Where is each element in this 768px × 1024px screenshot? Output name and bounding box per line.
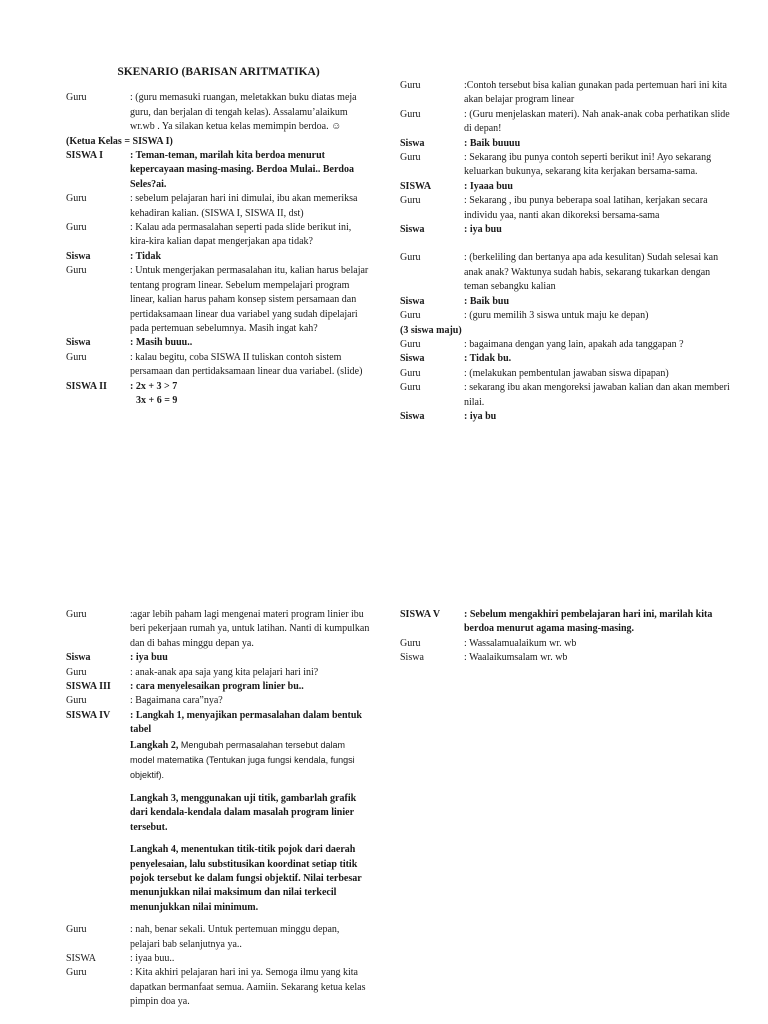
dialogue-line <box>66 91 371 134</box>
dialogue-line <box>400 381 735 410</box>
dialogue-line <box>400 651 735 665</box>
speech-text <box>130 952 371 966</box>
speech-text-main: : (guru memasuki ruangan, meletakkan buku diatas meja guru, dan berjalan di tengah kelas). Assalamu’alaikum wr.wb . Ya silakan ketua kelas memimpin berdoa. ☺ <box>130 92 357 133</box>
speech-text <box>130 380 371 409</box>
speech-text <box>130 709 371 738</box>
speech-text-main: : Baik buu <box>464 295 510 307</box>
speech-text-main: : Bagaimana cara”nya? <box>130 695 223 707</box>
dialogue-line <box>66 351 371 380</box>
speech-text-main: : Teman-teman, marilah kita berdoa menurut kepercayaan masing-masing. Berdoa Mulai.. Berdoa Seles?ai. <box>130 150 354 190</box>
speech-text <box>464 295 735 309</box>
speech-text-main: : Tidak bu. <box>464 353 512 365</box>
dialogue-line <box>66 336 371 350</box>
speech-text <box>464 137 735 151</box>
speaker-label: SISWA <box>400 180 432 192</box>
dialogue-line <box>66 694 371 708</box>
speaker-label: Siswa <box>400 353 425 365</box>
speech-text-main: : cara menyelesaikan program linier bu.. <box>130 681 304 693</box>
step-2 <box>130 738 371 784</box>
dialogue-line <box>66 221 371 250</box>
speech-text <box>464 381 735 410</box>
speech-text-main: : iya buu <box>464 224 502 236</box>
speaker-label: Guru <box>66 967 87 979</box>
speech-text-main: : iya bu <box>464 410 497 422</box>
speech-text <box>464 180 735 194</box>
speech-text <box>130 336 371 350</box>
speech-text-main: : (berkeliling dan bertanya apa ada kesulitan) Sudah selesai kan anak anak? Waktunya sudah habis, sekarang tukarkan dengan teman sebangku kalian <box>464 252 719 293</box>
speaker-label: Guru <box>400 108 421 120</box>
speech-text-main: : Sekarang , ibu punya beberapa soal latihan, kerjakan secara individu yaa, nanti akan dikoreksi bersama-sama <box>464 195 708 221</box>
column-bottom-right <box>400 608 735 666</box>
steps-block <box>130 738 371 923</box>
speaker-label: Guru <box>66 222 87 234</box>
speech-text-main: : Waalaikumsalam wr. wb <box>464 652 568 664</box>
speech-text-main: : sekarang ibu akan mengoreksi jawaban kalian dan akan memberi nilai. <box>464 382 730 408</box>
dialogue-line <box>400 352 735 366</box>
speech-text-main: :Contoh tersebut bisa kalian gunakan pada pertemuan hari ini kita akan belajar program linear <box>464 80 727 106</box>
speaker-label: Guru <box>66 695 87 707</box>
speech-text <box>464 151 735 180</box>
speech-text-main: : (melakukan pembentulan jawaban siswa dipapan) <box>464 367 669 379</box>
column-top-right <box>400 79 735 424</box>
dialogue-line <box>400 79 735 108</box>
dialogue-line <box>400 309 735 323</box>
speaker-label: Guru <box>66 265 87 277</box>
speech-text <box>464 352 735 366</box>
speech-text-main: : Baik buuuu <box>464 137 521 149</box>
speaker-label: Siswa <box>66 652 91 664</box>
speech-text <box>464 338 735 352</box>
speech-text <box>464 637 735 651</box>
speech-text-main: : Masih buuu.. <box>130 337 193 349</box>
dialogue-line <box>66 608 371 651</box>
dialogue-line <box>400 637 735 651</box>
speaker-label: Guru <box>66 193 87 205</box>
speaker-label: Guru <box>66 609 87 620</box>
speech-text <box>130 250 371 264</box>
speech-text <box>464 608 735 637</box>
speaker-label: Guru <box>400 367 421 379</box>
speech-text-main: : Iyaaa buu <box>464 180 513 192</box>
dialogue-list <box>66 91 371 408</box>
speaker-label: Guru <box>66 92 87 104</box>
speaker-label: SISWA IV <box>66 709 111 721</box>
dialogue-line <box>66 380 371 409</box>
speaker-label: Guru <box>400 80 421 91</box>
dialogue-line <box>400 410 735 424</box>
step-3: Langkah 3, menggunakan uji titik, gambarlah grafik dari kendala-kendala dalam masalah program linier tersebut. <box>130 792 357 833</box>
dialogue-line <box>66 651 371 665</box>
dialogue-list <box>66 923 371 1009</box>
speech-text <box>130 264 371 336</box>
speech-text-main: : Langkah 1, menyajikan permasalahan dalam bentuk tabel <box>130 709 362 736</box>
dialogue-line <box>66 264 371 336</box>
dialogue-line <box>400 608 735 637</box>
dialogue-line <box>400 151 735 180</box>
speech-text <box>130 966 371 1009</box>
column-bottom-left <box>66 608 371 1010</box>
dialogue-line <box>400 338 735 352</box>
dialogue-line <box>400 295 735 309</box>
speaker-label: Guru <box>400 338 421 350</box>
speaker-label: Siswa <box>400 652 424 664</box>
speech-text-main: : Untuk mengerjakan permasalahan itu, kalian harus belajar tentang program linear. Sebelum mempelajari program linear, kalian harus paham konsep sistem persamaan dan pertidaksamaan linear dua variabel yang sudah dipelajari pada pertemuan sebelumnya. Masih ingat kah? <box>130 265 369 334</box>
speech-text-main: : nah, benar sekali. Untuk pertemuan minggu depan, pelajari bab selanjutnya ya.. <box>130 924 340 950</box>
speech-text <box>464 223 735 237</box>
speech-text <box>464 79 735 108</box>
speaker-label: Siswa <box>66 337 91 349</box>
dialogue-list <box>400 608 735 666</box>
speech-text <box>464 309 735 323</box>
speaker-label: SISWA II <box>66 380 107 392</box>
speech-text-main: : Kita akhiri pelajaran hari ini ya. Semoga ilmu yang kita dapatkan bermanfaat semua. Aamiin. Sekarang ketua kelas pimpin doa ya. <box>130 967 366 1008</box>
speech-text-main: : Kalau ada permasalahan seperti pada slide berikut ini, kira-kira kalian dapat mengerjakan apa tidak? <box>130 222 352 248</box>
speech-text <box>464 651 735 665</box>
step-4: Langkah 4, menentukan titik-titik pojok dari daerah penyelesaian, lalu substitusikan koordinat setiap titik pojok tersebut ke dalam fungsi objektif. Nilai terbesar menunjukkan nilai maksimum dan nilai terkecil menunjukkan nilai minimum. <box>130 844 362 913</box>
dialogue-line <box>66 149 371 192</box>
speech-text <box>130 666 371 680</box>
dialogue-list <box>66 608 371 738</box>
speech-text <box>464 367 735 381</box>
speech-text <box>130 192 371 221</box>
speech-text-main: : Tidak <box>130 250 162 262</box>
dialogue-line <box>66 966 371 1009</box>
speaker-label: SISWA <box>66 952 97 964</box>
dialogue-line <box>400 137 735 151</box>
speech-text <box>464 108 735 137</box>
step-2-text: Mengubah permasalahan tersebut dalam model matematika (Tentukan juga fungsi kendala, fungsi objektif). <box>130 739 355 781</box>
speech-text-main: : anak-anak apa saja yang kita pelajari hari ini? <box>130 666 319 678</box>
stage-direction: (3 siswa maju) <box>400 324 462 336</box>
speaker-label: Guru <box>400 252 421 264</box>
dialogue-line <box>400 180 735 194</box>
speech-text <box>130 923 371 952</box>
speaker-label: Guru <box>400 152 421 164</box>
speech-text <box>464 251 735 294</box>
speaker-label: Siswa <box>400 410 425 422</box>
speech-text-main: : sebelum pelajaran hari ini dimulai, ibu akan memeriksa kehadiran kalian. (SISWA I, SISWA II, dst) <box>130 193 358 219</box>
speech-text <box>130 351 371 380</box>
dialogue-line <box>400 194 735 223</box>
dialogue-line <box>66 952 371 966</box>
speaker-label: Guru <box>400 382 421 394</box>
dialogue-line <box>66 709 371 738</box>
speaker-label: Guru <box>66 924 87 936</box>
dialogue-line <box>66 666 371 680</box>
dialogue-line <box>66 680 371 694</box>
speaker-label: Siswa <box>400 224 425 236</box>
speech-text-main: : (Guru menjelaskan materi). Nah anak-anak coba perhatikan slide di depan! <box>464 108 730 135</box>
speech-text <box>130 149 371 192</box>
speech-text-main: : Sebelum mengakhiri pembelajaran hari ini, marilah kita berdoa menurut agama masing-masing. <box>464 609 713 635</box>
speech-text <box>130 91 371 134</box>
dialogue-line <box>66 923 371 952</box>
speech-text <box>130 680 371 694</box>
column-top-left <box>66 65 371 408</box>
speech-text-main: :agar lebih paham lagi mengenai materi program linier ibu beri pekerjaan rumah ya, untuk latihan. Nanti di kumpulkan dan di bahas minggu depan ya. <box>130 609 370 649</box>
speech-text <box>464 194 735 223</box>
speaker-label: Guru <box>66 666 87 678</box>
speaker-label: Guru <box>400 195 421 207</box>
dialogue-line <box>400 108 735 137</box>
speaker-label: Siswa <box>66 250 91 262</box>
dialogue-line <box>400 223 735 237</box>
speaker-label: Siswa <box>400 137 425 149</box>
step-2-label: Langkah 2, <box>130 739 179 751</box>
stage-direction: (Ketua Kelas = SISWA I) <box>66 135 173 147</box>
speaker-label: SISWA I <box>66 150 103 162</box>
speaker-label: SISWA V <box>400 609 441 620</box>
speech-text-main: : iya buu <box>130 652 168 664</box>
speech-text <box>130 608 371 651</box>
speaker-label: Guru <box>400 637 421 649</box>
speaker-label: Guru <box>400 310 421 322</box>
dialogue-line <box>400 251 735 294</box>
speech-text <box>130 221 371 250</box>
speech-text-main: : kalau begitu, coba SISWA II tuliskan contoh sistem persamaan dan pertidaksamaan linear dua variabel. (slide) <box>130 351 363 378</box>
equation-line: 3x + 6 = 9 <box>136 394 178 406</box>
speech-text <box>464 410 735 424</box>
dialogue-list <box>400 79 735 424</box>
dialogue-line <box>400 367 735 381</box>
speech-text-main: : bagaimana dengan yang lain, apakah ada tanggapan ? <box>464 338 684 350</box>
speech-text-main: : iyaa buu.. <box>130 952 175 964</box>
document-title: SKENARIO (BARISAN ARITMATIKA) <box>117 66 320 78</box>
speech-text-main: : (guru memilih 3 siswa untuk maju ke depan) <box>464 310 649 322</box>
speech-text <box>130 651 371 665</box>
speaker-label: Siswa <box>400 295 425 307</box>
speech-text <box>130 694 371 708</box>
speaker-label: SISWA III <box>66 681 111 693</box>
speech-text-main: : 2x + 3 > 7 <box>130 380 178 392</box>
speaker-label: Guru <box>66 351 87 363</box>
speech-text-main: : Sekarang ibu punya contoh seperti berikut ini! Ayo sekarang keluarkan bukunya, sekarang kita kerjakan bersama-sama. <box>464 152 712 178</box>
speech-text-main: : Wassalamualaikum wr. wb <box>464 637 577 649</box>
dialogue-line <box>66 192 371 221</box>
dialogue-line <box>66 250 371 264</box>
